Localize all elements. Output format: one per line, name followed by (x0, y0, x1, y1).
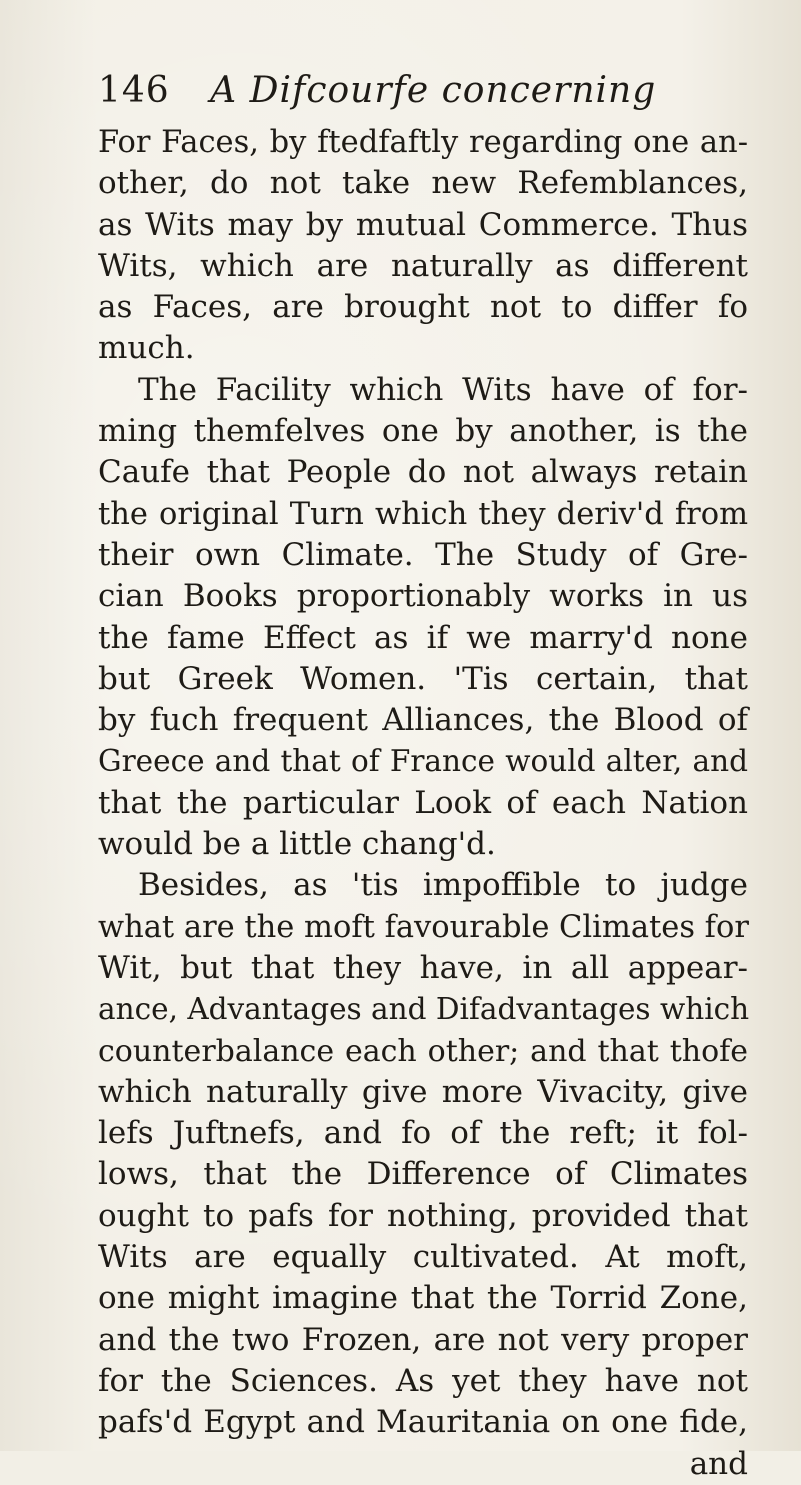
text-line: pafs'd Egypt and Mauritania on one fide, (98, 1404, 748, 1441)
text-line: much. (98, 330, 195, 367)
text-line: for the Sciences. As yet they have not (98, 1362, 748, 1399)
text-line: Wits, which are naturally as different (98, 247, 748, 284)
page-number: 146 (98, 70, 170, 111)
text-line: that the particular Look of each Nation (98, 784, 748, 821)
text-line: Caufe that People do not always retain (98, 454, 748, 491)
text-line: Wit, but that they have, in all appear- (98, 949, 748, 986)
text-line: other, do not take new Refemblances, (98, 165, 748, 202)
text-line: would be a little chang'd. (98, 826, 496, 863)
running-head (98, 70, 738, 120)
text-line: lows, that the Difference of Climates (98, 1156, 748, 1193)
text-line: the original Turn which they deriv'd from (98, 496, 748, 532)
text-line: by fuch frequent Alliances, the Blood of (98, 702, 748, 739)
text-line: as Wits may by mutual Commerce. Thus (98, 206, 748, 243)
text-line: ming themfelves one by another, is the (98, 413, 748, 450)
text-line: as Faces, are brought not to differ fo (98, 289, 748, 326)
text-line: what are the moft favourable Climates for (98, 909, 749, 945)
text-body (98, 122, 748, 1485)
catchword: and (689, 1445, 748, 1482)
paragraph-start-line: The Facility which Wits have of for- (138, 371, 748, 408)
text-line: For Faces, by ftedfaftly regarding one an- (98, 125, 748, 160)
text-line: and the two Frozen, are not very proper (98, 1321, 748, 1358)
paragraph-start-line: Besides, as 'tis impoffible to judge (138, 867, 748, 904)
text-line: which naturally give more Vivacity, give (98, 1073, 748, 1110)
text-line: one might imagine that the Torrid Zone, (98, 1280, 748, 1317)
text-line: Wits are equally cultivated. At moft, (98, 1239, 748, 1276)
text-line: but Greek Women. 'Tis certain, that (98, 660, 748, 697)
text-line: ought to pafs for nothing, provided that (98, 1197, 748, 1234)
text-line: counterbalance each other; and that thofe (98, 1033, 748, 1069)
running-head-title: A Difcourfe concerning (210, 70, 657, 111)
text-line: Greece and that of France would alter, and (98, 744, 748, 779)
text-line: their own Climate. The Study of Gre- (98, 536, 748, 573)
text-line: cian Books proportionably works in us (98, 578, 748, 615)
text-line: the fame Effect as if we marry'd none (98, 619, 748, 656)
text-line: lefs Juftnefs, and fo of the reft; it fol- (98, 1115, 748, 1152)
text-line: ance, Advantages and Difadvantages which (98, 992, 750, 1027)
